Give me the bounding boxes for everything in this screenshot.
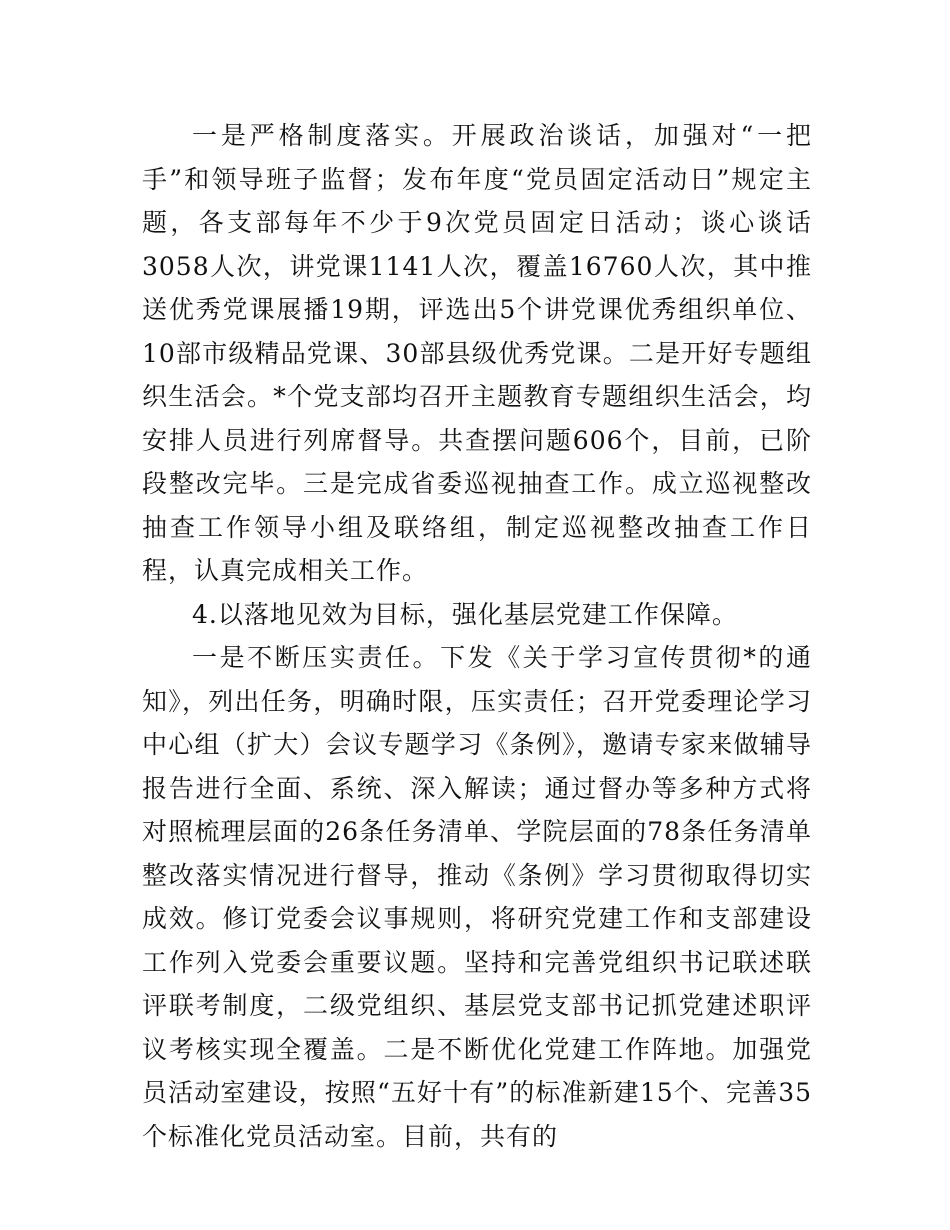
paragraph-strict-system: 一是严格制度落实。开展政治谈话，加强对“一把手”和领导班子监督；发布年度“党员固定活动日”规定主题，各支部每年不少于9次党员固定日活动；谈心谈话3058人次，讲党课1141人次，覆盖16760人次，其中推送优秀党课展播19期，评选出5个讲党课优秀组织单位、10部市级精品党课、30部县级优秀党课。二是开好专题组织生活会。*个党支部均召开主题教育专题组织生活会，均安排人员进行列席督导。共查摆问题606个，目前，已阶段整改完毕。三是完成省委巡视抽查工作。成立巡视整改抽查工作领导小组及联络组，制定巡视整改抽查工作日程，认真完成相关工作。 (142, 121, 812, 585)
document-body (142, 114, 812, 1158)
paragraph-responsibility: 一是不断压实责任。下发《关于学习宣传贯彻*的通知》，列出任务，明确时限，压实责任；召开党委理论学习中心组（扩大）会议专题学习《条例》，邀请专家来做辅导报告进行全面、系统、深入解读；通过督办等多种方式将对照梳理层面的26条任务清单、学院层面的78条任务清单整改落实情况进行督导，推动《条例》学习贯彻取得切实成效。修订党委会议事规则，将研究党建工作和支部建设工作列入党委会重要议题。坚持和完善党组织书记联述联评联考制度，二级党组织、基层党支部书记抓党建述职评议考核实现全覆盖。二是不断优化党建工作阵地。加强党员活动室建设，按照“五好十有”的标准新建15个、完善35个标准化党员活动室。目前，共有的 (142, 643, 812, 1151)
section-heading-4: 4.以落地见效为目标，强化基层党建工作保障。 (192, 599, 738, 629)
